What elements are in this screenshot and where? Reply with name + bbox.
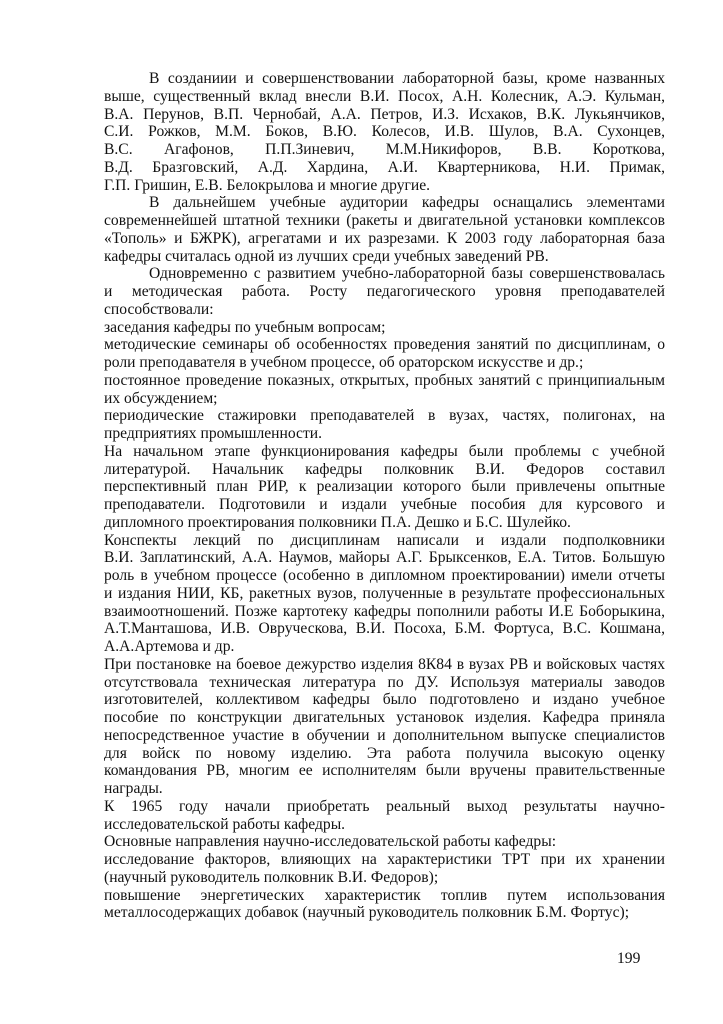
text-line: исследование факторов, влияющих на характеристики ТРТ при их хранении <box>104 851 665 868</box>
text-line: кафедры считалась одной из лучших среди учебных заведений РВ. <box>104 247 549 265</box>
text-line: отсутствовала техническая литература по ДУ. Используя материалы заводов <box>104 673 665 691</box>
text-line: предприятиях промышленности. <box>104 425 323 442</box>
text-line: В.И. Заплатинский, А.А. Наумов, майоры А.Г. Брыксенков, Е.А. Титов. Большую <box>104 549 665 567</box>
text-line: На начальном этапе функционирования кафедры были проблемы с учебной <box>104 442 665 460</box>
page-number: 199 <box>617 950 641 967</box>
text-line: литературой. Начальник кафедры полковник В.И. Федоров составил <box>104 460 665 478</box>
text-line: В.С. Агафонов, П.П.Зиневич, М.М.Никифоров, В.В. Короткова, <box>104 141 665 158</box>
text-line: и издания НИИ, КБ, ракетных вузов, полученные в результате профессиональных <box>104 584 665 602</box>
text-line: преподаватели. Подготовили и издали учебные пособия для курсового и <box>104 496 665 513</box>
text-line: заседания кафедры по учебным вопросам; <box>104 318 386 336</box>
text-line: взаимоотношений. Позже картотеку кафедры пополнили работы И.Е Боборыкина, <box>104 602 665 620</box>
text-line: А.Т.Манташова, И.В. Овруческова, В.И. Посоха, Б.М. Фортуса, В.С. Кошмана, <box>104 620 665 638</box>
text-line: В созданиии и совершенствовании лабораторной базы, кроме названных <box>149 70 665 87</box>
paragraph <box>104 70 665 194</box>
text-line: непосредственное участие в обучении и дополнительном выпуске специалистов <box>104 726 665 744</box>
text-line: При постановке на боевое дежурство изделия 8К84 в вузах РВ и войсковых частях <box>104 655 665 673</box>
paragraph <box>104 194 665 265</box>
document-page <box>104 70 665 922</box>
text-line: Конспекты лекций по дисциплинам написали и издали подполковники <box>104 531 665 549</box>
text-line: современнейшей штатной техники (ракеты и двигательной установки комплексов <box>104 212 665 229</box>
text-line: методические семинары об особенностях проведения занятий по дисциплинам, о <box>104 336 665 354</box>
text-line: «Тополь» и БЖРК), агрегатами и их разрезами. К 2003 году лабораторная база <box>104 229 665 247</box>
text-line: С.И. Рожков, М.М. Боков, В.Ю. Колесов, И.В. Шулов, В.А. Сухонцев, <box>104 123 665 141</box>
text-line: В дальнейшем учебные аудитории кафедры оснащались элементами <box>149 194 665 212</box>
text-line: роли преподавателя в учебном процессе, об ораторском искусстве и др.; <box>104 354 584 371</box>
text-line: В.Д. Бразговский, А.Д. Хардина, А.И. Квартерникова, Н.И. Примак, <box>104 158 665 176</box>
text-line: пособие по конструкции двигательных установок изделия. Кафедра приняла <box>104 709 665 726</box>
text-line: командования РВ, многим ее исполнителям были вручены правительственные <box>104 762 665 780</box>
text-line: роль в учебном процессе (особенно в дипломном проектировании) имели отчеты <box>104 567 665 584</box>
text-line: изготовителей, коллективом кафедры было подготовлено и издано учебное <box>104 691 665 709</box>
paragraph <box>104 319 665 337</box>
text-line: перспективный план РИР, к реализации которого были привлечены опытные <box>104 478 665 496</box>
text-line: Одновременно с развитием учебно-лабораторной базы совершенствовалась <box>149 265 665 283</box>
text-line: для войск по новому изделию. Эта работа получила высокую оценку <box>104 744 665 762</box>
paragraph <box>104 532 665 656</box>
paragraph <box>104 372 665 408</box>
paragraph <box>104 798 665 834</box>
text-line: исследовательской работы кафедры. <box>104 815 346 833</box>
text-line: их обсуждением; <box>104 389 218 407</box>
text-line: дипломного проектирования полковники П.А. Дешко и Б.С. Шулейко. <box>104 513 571 531</box>
paragraph <box>104 887 665 923</box>
text-line: повышение энергетических характеристик топлив путем использования <box>104 886 665 904</box>
text-line: К 1965 году начали приобретать реальный выход результаты научно- <box>104 797 665 815</box>
paragraph <box>104 833 665 851</box>
text-line: Г.П. Гришин, Е.В. Белокрылова и многие другие. <box>104 176 431 194</box>
paragraph <box>104 407 665 443</box>
text-line: металлосодержащих добавок (научный руководитель полковник Б.М. Фортус); <box>104 904 630 922</box>
text-line: и методическая работа. Росту педагогического уровня преподавателей <box>104 283 665 300</box>
text-line: награды. <box>104 780 163 797</box>
paragraph <box>104 336 665 372</box>
text-line: способствовали: <box>104 300 214 318</box>
text-line: выше, существенный вклад внесли В.И. Посох, А.Н. Колесник, А.Э. Кульман, <box>104 87 665 105</box>
text-line: периодические стажировки преподавателей в вузах, частях, полигонах, на <box>104 407 665 425</box>
text-line: В.А. Перунов, В.П. Чернобай, А.А. Петров, И.З. Исхаков, В.К. Лукьянчиков, <box>104 105 665 123</box>
paragraph <box>104 265 665 318</box>
paragraph <box>104 443 665 532</box>
text-line: постоянное проведение показных, открытых, пробных занятий с принципиальным <box>104 371 665 389</box>
text-line: (научный руководитель полковник В.И. Федоров); <box>104 868 439 886</box>
text-line: А.А.Артемова и др. <box>104 638 235 655</box>
paragraph <box>104 851 665 887</box>
text-line: Основные направления научно-исследовательской работы кафедры: <box>104 833 557 851</box>
paragraph <box>104 656 665 798</box>
